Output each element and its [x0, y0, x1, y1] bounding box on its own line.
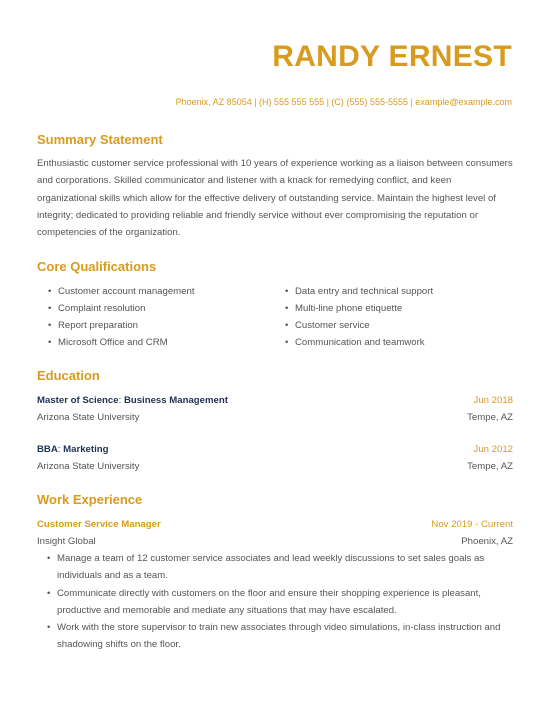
list-item: • Customer service — [285, 317, 433, 334]
education-heading: Education — [37, 368, 100, 383]
degree-name: BBA — [37, 444, 58, 455]
company-location: Phoenix, AZ — [461, 536, 513, 547]
education-date: Jun 2012 — [473, 444, 513, 455]
education-date: Jun 2018 — [473, 395, 513, 406]
summary-text: Enthusiastic customer service professional with 10 years of experience working as a liaison between consumers and corporations. Skilled communicator and listener with a knack for remedying conflict, and keen organizational skills which allow for the effective delivery of outstanding service. Maintain the highest level of integrity; dedicated to providing reliable and friendly service without ever compromising the reputation or competencies of the organization. — [37, 158, 513, 239]
school-name: Arizona State University — [37, 412, 140, 423]
job-1-bullets — [47, 550, 507, 654]
school-location: Tempe, AZ — [467, 461, 513, 472]
job-1-header — [37, 518, 513, 532]
degree-line — [37, 443, 108, 457]
education-entry-1-school — [37, 411, 513, 425]
qualifications-heading: Core Qualifications — [37, 259, 157, 274]
company-name: Insight Global — [37, 536, 96, 547]
list-item: • Work with the store supervisor to train new associates through video simulations, in-class instruction and shadowing shifts on the floor. — [47, 619, 507, 654]
list-item: • Communication and teamwork — [285, 334, 433, 351]
job-dates: Nov 2019 - Current — [431, 519, 513, 530]
degree-separator: : — [118, 395, 124, 406]
education-entry-2-header — [37, 443, 513, 457]
degree-name: Master of Science — [37, 395, 119, 406]
list-item: • Microsoft Office and CRM — [48, 334, 195, 351]
degree-line — [37, 394, 228, 408]
experience-heading: Work Experience — [37, 492, 143, 507]
education-entry-2-school — [37, 460, 513, 474]
summary-heading: Summary Statement — [37, 132, 163, 147]
list-item: • Communicate directly with customers on the floor and ensure their shopping experience is pleasant, productive and memorable and mediate any situations that may have escalated. — [47, 585, 507, 620]
qualifications-list-left — [48, 283, 195, 351]
list-item: • Customer account management — [48, 283, 195, 300]
list-item: • Manage a team of 12 customer service associates and lead weekly discussions to set sales goals as individuals and as a team. — [47, 550, 507, 585]
degree-field: Business Management — [123, 395, 228, 406]
list-item: • Complaint resolution — [48, 300, 195, 317]
education-entry-1-header — [37, 394, 513, 408]
degree-separator: : — [57, 444, 64, 455]
candidate-name: RANDY ERNEST — [272, 40, 512, 73]
list-item: • Multi-line phone etiquette — [285, 300, 433, 317]
list-item: • Data entry and technical support — [285, 283, 433, 300]
degree-field: Marketing — [63, 444, 109, 455]
school-location: Tempe, AZ — [467, 412, 513, 423]
contact-line: Phoenix, AZ 85054 | (H) 555 555 555 | (C) (555) 555-5555 | example@example.com — [175, 97, 512, 107]
school-name: Arizona State University — [37, 461, 140, 472]
job-1-company — [37, 535, 513, 549]
list-item: • Report preparation — [48, 317, 195, 334]
qualifications-list-right — [285, 283, 433, 351]
job-title: Customer Service Manager — [37, 519, 161, 530]
